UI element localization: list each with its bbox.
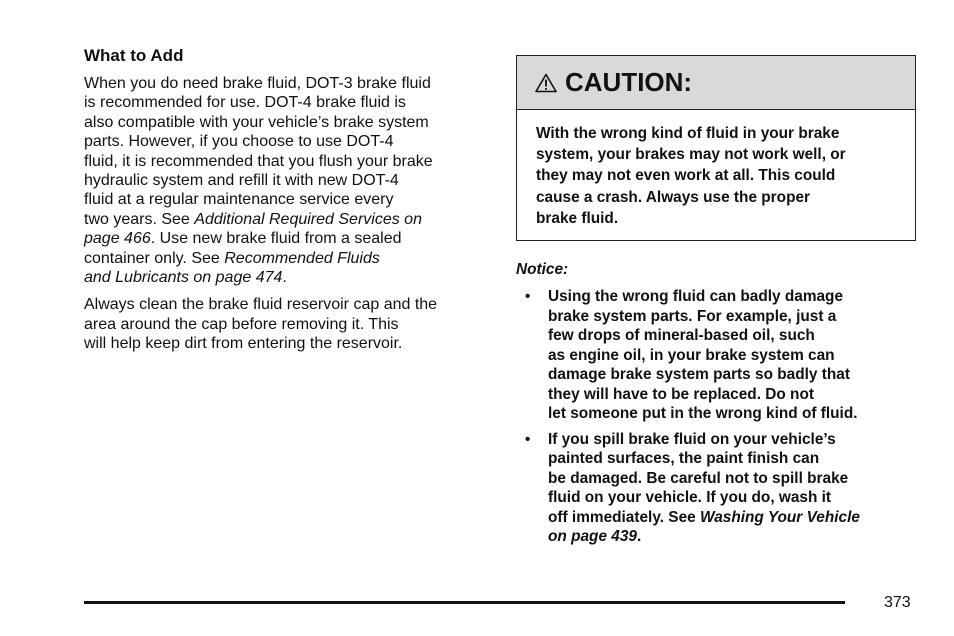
section-heading: What to Add [84,46,184,65]
caution-box [516,55,916,241]
para-text-3: . [282,269,287,287]
bullet-text [548,430,860,547]
brake-fluid-paragraph [84,74,484,287]
warning-triangle-icon [535,73,557,93]
bullet-marker: • [525,288,531,305]
notice-bullet-item [516,287,926,424]
notice-section [516,260,926,553]
para-text-1: When you do need brake fluid, DOT-3 brake fluid is recommended for use. DOT-4 brake fluid is also compatible with your vehicle’s brake system parts. However, if you choose to use DOT-4 fluid, it is recommended that you flush your brake hydraulic system and refill it with new DOT-4 fluid at a regular maintenance service every two years. See [84,75,433,228]
bullet-text-end: . [636,528,642,545]
bullet-marker: • [525,430,531,448]
reservoir-paragraph: Always clean the brake fluid reservoir cap and the area around the cap before removing it. This will help keep dirt from entering the reservoir. [84,296,438,353]
bullet-text: Using the wrong fluid can badly damage brake system parts. For example, just a few drops of mineral-based oil, such as engine oil, in your brake system can damage brake system parts so badly that they will have to be replaced. Do not let someone put in the wrong kind of fluid. [548,288,858,422]
footer-rule [84,601,845,604]
notice-bullet-item [516,430,926,547]
para-text-2: . Use new brake fluid from a sealed container only. See [84,230,402,267]
cross-reference-fluids: Recommended Fluids and Lubricants on page 474 [84,249,380,287]
page-number: 373 [884,594,911,611]
caution-title: CAUTION: [565,67,693,97]
notice-label: Notice: [516,261,569,278]
caution-header [517,56,915,110]
cross-reference-washing: Washing Your Vehicle on page 439 [548,508,860,545]
caution-text: With the wrong kind of fluid in your brake system, your brakes may not work well, or they may not even work at all. This could cause a crash. Always use the proper brake fluid. [536,125,846,227]
left-column [84,46,484,362]
cross-reference-services: Additional Required Services on page 466 [84,210,422,248]
bullet-text-part: If you spill brake fluid on your vehicle’s painted surfaces, the paint finish can be damaged. Be careful not to spill brake fluid on your vehicle. If you do, wash it off immediately. See [548,430,849,526]
